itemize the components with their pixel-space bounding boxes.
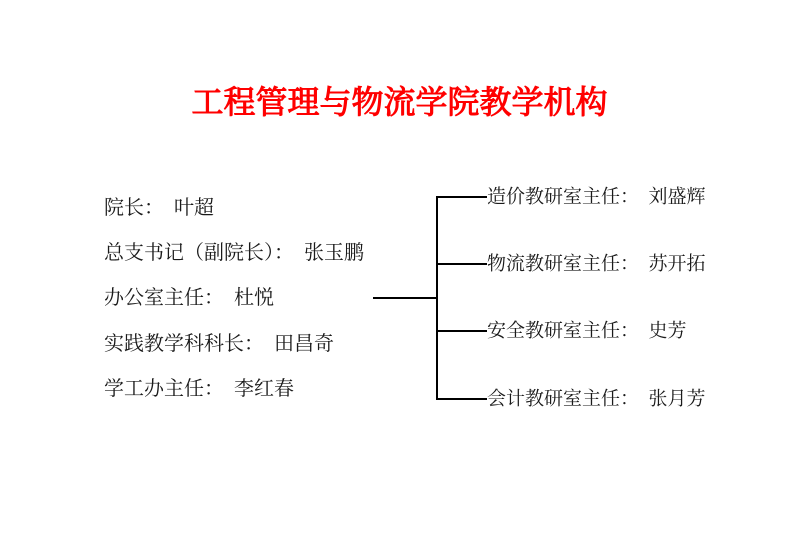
leadership-item-practical-teaching-chief: 实践教学科科长： 田昌奇 [104,331,334,355]
teaching-office-item-safety: 安全教研室主任： 史芳 [487,319,687,342]
connector-trunk-line [436,196,438,400]
leadership-item-dean: 院长： 叶超 [104,195,214,219]
page-title: 工程管理与物流学院教学机构 [191,83,608,121]
leadership-item-office-director: 办公室主任： 杜悦 [104,285,274,309]
teaching-office-item-accounting: 会计教研室主任： 张月芳 [487,387,706,410]
connector-branch-line-3 [437,330,487,332]
connector-branch-line-2 [437,263,487,265]
connector-branch-line-1 [437,196,487,198]
connector-feeder-line [373,297,437,299]
teaching-office-item-logistics: 物流教研室主任： 苏开拓 [487,252,706,275]
leadership-item-student-affairs-director: 学工办主任： 李红春 [104,376,294,400]
teaching-office-item-cost: 造价教研室主任： 刘盛辉 [487,185,706,208]
leadership-item-branch-secretary: 总支书记（副院长）： 张玉鹏 [104,240,364,264]
connector-branch-line-4 [437,398,487,400]
